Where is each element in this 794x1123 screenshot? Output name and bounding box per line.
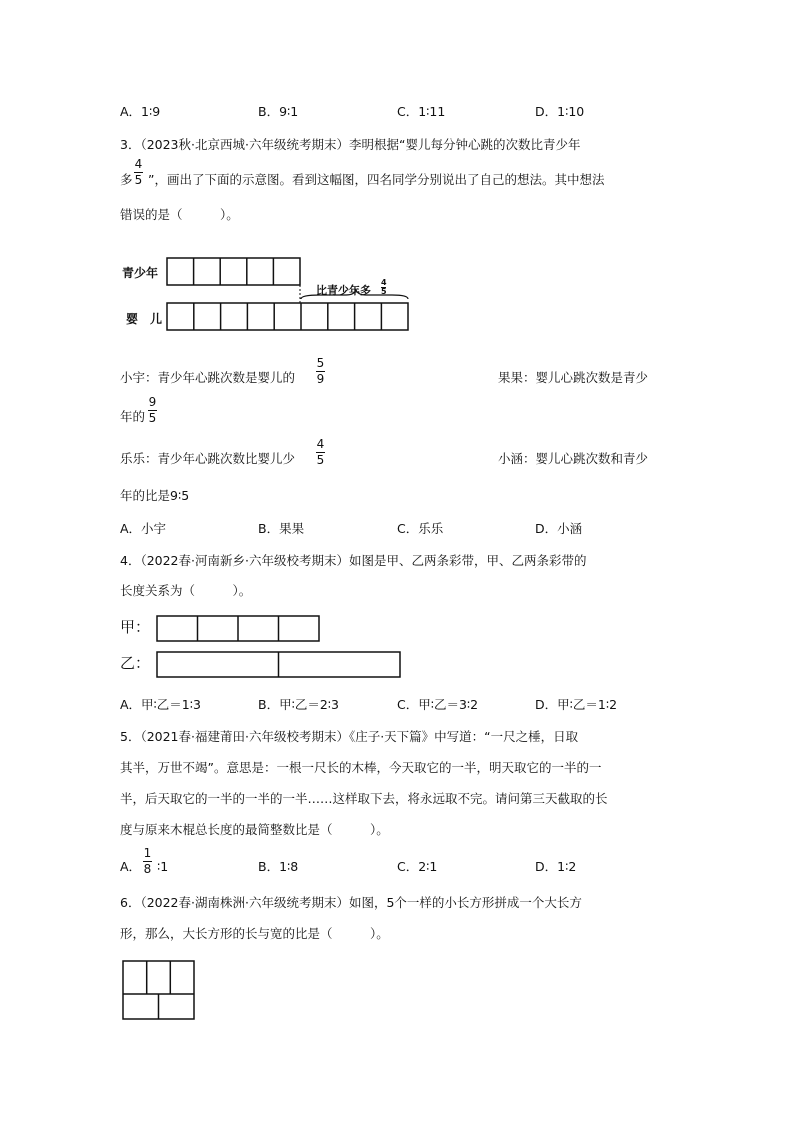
statement-guoguo-cont: 年的 [120,409,146,424]
fraction-numerator: 1 [143,846,152,860]
statement-xiaoyu-fraction [316,357,325,386]
ribbon-jia-label: 甲： [120,618,151,636]
statement-lele: 乐乐：青少年心跳次数比婴儿少 [120,451,296,466]
q5-option-a-post: ∶1 [157,859,169,874]
fraction-denominator: 5 [134,173,143,187]
q3-option-c: C．乐乐 [397,521,444,536]
q5-stem-line4: 度与原来木棍总长度的最简整数比是（ ）。 [120,822,389,837]
fraction-denominator: 5 [316,453,325,467]
q2-option-b: B．9∶1 [258,104,299,119]
statement-xiaohan-cont: 年的比是9∶5 [120,488,190,503]
q3-stem-line2-pre: 多 [120,172,133,187]
statement-xiaoyu: 小宇：青少年心跳次数是婴儿的 [120,370,296,385]
q4-stem-line1: 4．（2022春·河南新乡·六年级校考期末）如图是甲、乙两条彩带，甲、乙两条彩带的 [120,553,587,568]
q3-stem-line2-post: ”，画出了下面的示意图。看到这幅图，四名同学分别说出了自己的想法。其中想法 [148,172,605,187]
fraction-denominator: 5 [148,411,157,425]
q5-option-a-pre: A． [120,859,142,874]
fraction-numerator: 9 [148,395,157,409]
statement-xiaohan: 小涵：婴儿心跳次数和青少 [498,451,649,466]
q2-option-c: C．1∶11 [397,104,446,119]
fraction-numerator: 4 [381,278,387,287]
fraction-numerator: 5 [316,356,325,370]
statement-guoguo: 果果：婴儿心跳次数是青少 [498,370,649,385]
q4-option-d: D．甲∶乙＝1∶2 [535,697,618,712]
fraction-numerator: 4 [316,437,325,451]
q5-stem-line2: 其半，万世不竭”。意思是：一根一尺长的木棒，今天取它的一半，明天取它的一半的一 [120,760,602,775]
q6-stem-line1: 6．（2022春·湖南株洲·六年级统考期末）如图，5个一样的小长方形拼成一个大长方 [120,895,582,910]
q2-option-d: D．1∶10 [535,104,585,119]
q4-option-a: A．甲∶乙＝1∶3 [120,697,201,712]
ribbon-yi [157,652,400,677]
q4-stem-line2: 长度关系为（ ）。 [120,583,252,598]
q5-option-a-fraction [143,847,152,876]
ribbon-diagram [150,610,410,680]
fraction-denominator: 9 [316,372,325,386]
ribbon-yi-label: 乙： [120,654,151,672]
q3-option-b: B．果果 [258,521,305,536]
teen-label: 青少年 [122,266,159,280]
q3-option-d: D．小涵 [535,521,583,536]
brace-fraction [381,279,387,296]
rectangle-composition-figure [120,958,200,1022]
brace-label: 比青少年多 [316,284,371,297]
q3-stem-fraction [134,158,143,187]
statement-guoguo-fraction [148,396,157,425]
baby-bar [167,303,408,330]
statement-lele-fraction [316,438,325,467]
q2-option-a: A．1∶9 [120,104,161,119]
q4-option-c: C．甲∶乙＝3∶2 [397,697,479,712]
q6-stem-line2: 形，那么，大长方形的长与宽的比是（ ）。 [120,926,389,941]
q5-stem-line3: 半，后天取它的一半的一半的一半……这样取下去，将永远取不完。请问第三天截取的长 [120,791,608,806]
ribbon-jia [157,616,319,641]
fraction-denominator: 5 [381,287,387,296]
fraction-denominator: 8 [143,862,152,876]
teen-bar [167,258,300,285]
q5-option-d: D．1∶2 [535,859,577,874]
q4-option-b: B．甲∶乙＝2∶3 [258,697,339,712]
q5-option-c: C．2∶1 [397,859,438,874]
q5-option-b: B．1∶8 [258,859,299,874]
q3-stem-line3: 错误的是（ ）。 [120,207,239,222]
baby-label: 婴 儿 [126,312,163,326]
q3-stem-line1: 3．（2023秋·北京西城·六年级统考期末）李明根据“婴儿每分钟心跳的次数比青少年 [120,137,581,152]
q3-option-a: A．小宇 [120,521,167,536]
fraction-numerator: 4 [134,157,143,171]
q5-stem-line1: 5．（2021春·福建莆田·六年级校考期末）《庄子·天下篇》中写道：“一尺之棰，日取 [120,729,579,744]
